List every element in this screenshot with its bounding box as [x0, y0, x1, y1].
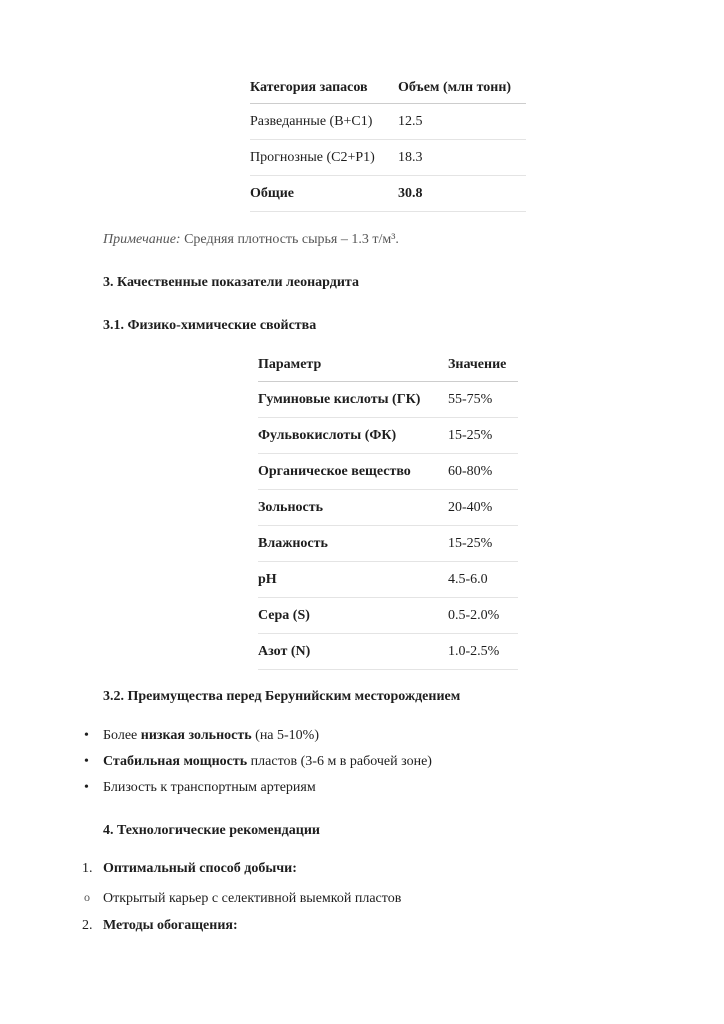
list-item-text: Более [103, 728, 141, 743]
value-cell: 0.5-2.0% [448, 607, 500, 623]
category-cell: Общие [250, 185, 294, 201]
section-3-2-heading: 3.2. Преимущества перед Берунийским месторождением [103, 689, 461, 704]
ordered-list-item [103, 861, 297, 877]
sub-list-item: Открытый карьер с селективной выемкой пластов [103, 891, 402, 906]
list-item-bold-text: Стабильная мощность [103, 754, 248, 769]
list-item-bold-text: низкая зольность [140, 728, 252, 743]
table-row [258, 382, 518, 418]
ordered-list-item-title: Методы обогащения: [103, 918, 238, 933]
section-4-heading: 4. Технологические рекомендации [103, 823, 320, 838]
value-cell: 15-25% [448, 427, 493, 443]
ordered-list-item [103, 918, 238, 934]
list-item [103, 754, 432, 770]
note-label: Примечание: [103, 232, 181, 247]
bullet-icon: • [84, 780, 89, 795]
list-item [103, 728, 319, 744]
value-cell: 60-80% [448, 463, 493, 479]
ordered-list-item-title: Оптимальный способ добычи: [103, 861, 297, 876]
table-row [258, 634, 518, 670]
list-number: 1. [82, 861, 93, 876]
table-row [250, 104, 526, 140]
table-row [258, 562, 518, 598]
volume-cell: 18.3 [398, 149, 423, 165]
table-row [258, 526, 518, 562]
value-cell: 4.5-6.0 [448, 571, 488, 587]
parameter-cell: Органическое вещество [258, 463, 411, 479]
note-text: Средняя плотность сырья – 1.3 т/м³. [180, 232, 399, 247]
parameter-cell: Сера (S) [258, 607, 310, 623]
column-header-parameter: Параметр [258, 356, 322, 372]
column-header-category: Категория запасов [250, 79, 368, 95]
section-3-heading: 3. Качественные показатели леонардита [103, 275, 359, 290]
note-paragraph [103, 232, 399, 248]
properties-table-body [258, 382, 518, 670]
section-3-1-heading: 3.1. Физико-химические свойства [103, 318, 317, 333]
parameter-cell: Влажность [258, 535, 328, 551]
value-cell: 20-40% [448, 499, 493, 515]
list-number: 2. [82, 918, 93, 933]
parameter-cell: Фульвокислоты (ФК) [258, 427, 397, 443]
properties-table-header [258, 348, 518, 382]
properties-table [258, 348, 518, 670]
table-row-total [250, 176, 526, 212]
table-row [258, 490, 518, 526]
sub-bullet-icon: o [84, 890, 90, 904]
reserves-table-header [250, 72, 526, 104]
bullet-icon: • [84, 754, 89, 769]
reserves-table [250, 72, 526, 212]
table-row [258, 418, 518, 454]
column-header-value: Значение [448, 356, 507, 372]
table-row [258, 454, 518, 490]
list-item-text: пластов (3-6 м в рабочей зоне) [247, 754, 432, 769]
bullet-icon: • [84, 728, 89, 743]
value-cell: 15-25% [448, 535, 493, 551]
table-row [250, 140, 526, 176]
list-item [103, 780, 316, 796]
volume-cell: 30.8 [398, 185, 423, 201]
column-header-volume: Объем (млн тонн) [398, 79, 512, 95]
parameter-cell: Зольность [258, 499, 324, 515]
list-item-text: (на 5-10%) [251, 728, 320, 743]
parameter-cell: Гуминовые кислоты (ГК) [258, 391, 421, 407]
parameter-cell: pH [258, 571, 277, 587]
category-cell: Прогнозные (C2+P1) [250, 149, 375, 165]
volume-cell: 12.5 [398, 113, 423, 129]
parameter-cell: Азот (N) [258, 643, 311, 659]
category-cell: Разведанные (B+C1) [250, 113, 373, 129]
table-row [258, 598, 518, 634]
value-cell: 55-75% [448, 391, 493, 407]
value-cell: 1.0-2.5% [448, 643, 500, 659]
list-item-text: Близость к транспортным артериям [103, 780, 316, 795]
